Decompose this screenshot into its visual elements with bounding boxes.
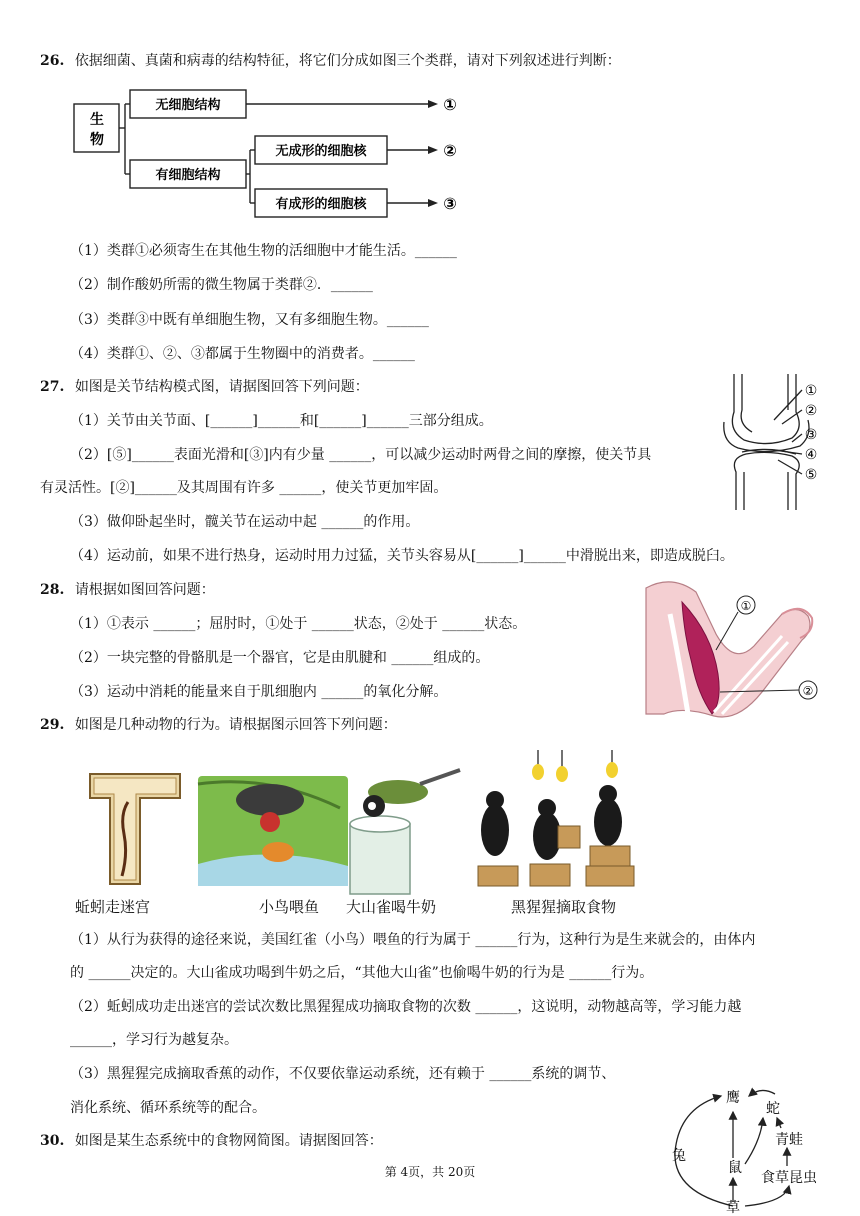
q27-stem-line — [40, 377, 369, 397]
node-insect: 食草昆虫 — [761, 1170, 817, 1186]
classification-diagram — [70, 82, 470, 222]
caption-bird: 小鸟喂鱼 — [259, 898, 320, 916]
joint-label-5: ⑤ — [804, 467, 818, 483]
joint-label-2: ② — [804, 403, 818, 419]
arrow-grass-insect — [745, 1186, 789, 1206]
caption-earthworm: 蚯蚓走迷宫 — [75, 898, 151, 916]
chimpanzee-food-picture — [478, 750, 634, 886]
q27-item-4: （4）运动前，如果不进行热身，运动时用力过猛，关节头容易从[______]______中滑脱出来，即造成脱臼。 — [70, 548, 734, 564]
q28-item-3: （3）运动中消耗的能量来自于肌细胞内 ______的氧化分解。 — [70, 684, 448, 700]
q28-stem-line — [40, 580, 215, 600]
q29-item-1b: 的 ______决定的。大山雀成功喝到牛奶之后，“其他大山雀”也偷喝牛奶的行为是 ______行为。 — [70, 965, 654, 981]
group-3-label: ③ — [443, 194, 457, 213]
q27-number: 27. — [40, 379, 65, 395]
node-rabbit: 兔 — [672, 1148, 686, 1164]
node-grass: 草 — [726, 1200, 740, 1216]
arm-label-2: ② — [802, 684, 814, 698]
great-tit-milk-picture — [350, 770, 460, 894]
q26-item-4: （4）类群①、②、③都属于生物圈中的消费者。______ — [70, 346, 415, 362]
q28-stem: 请根据如图回答问题： — [74, 582, 215, 598]
root-label-1: 生 — [90, 112, 104, 128]
q29-item-2b: ______，学习行为越复杂。 — [70, 1032, 238, 1048]
arrow-mouse-snake — [745, 1118, 763, 1164]
group-2-label: ② — [443, 141, 457, 160]
node-snake: 蛇 — [766, 1101, 780, 1117]
q30-number: 30. — [40, 1133, 65, 1149]
q26-stem-line — [40, 51, 621, 71]
q26-item-2: （2）制作酸奶所需的微生物属于类群②．______ — [70, 277, 373, 293]
q29-number: 29. — [40, 717, 65, 733]
arm-label-1: ① — [740, 599, 752, 613]
q26-stem: 依据细菌、真菌和病毒的结构特征，将它们分成如图三个类群，请对下列叙述进行判断： — [74, 53, 621, 69]
joint-label-1: ① — [804, 383, 818, 399]
animal-behavior-pictures — [80, 744, 650, 896]
arrow-frog-snake — [777, 1118, 781, 1128]
q29-stem: 如图是几种动物的行为。请根据图示回答下列问题： — [74, 717, 397, 733]
earthworm-maze-picture — [90, 774, 180, 884]
caption-great-tit: 大山雀喝牛奶 — [346, 898, 437, 916]
has-cell-label: 有细胞结构 — [155, 168, 221, 183]
q27-item-2: （2）[⑤]______表面光滑和[③]内有少量 ______，可以减少运动时两骨之间的摩擦，使关节具 — [70, 447, 652, 463]
node-frog: 青蛙 — [775, 1132, 803, 1148]
joint-diagram — [712, 372, 824, 512]
has-nucleus-label: 有成形的细胞核 — [275, 197, 367, 212]
q29-item-1: （1）从行为获得的途径来说，美国红雀（小鸟）喂鱼的行为属于 ______行为，这种行为是生来就会的，由体内 — [70, 932, 756, 948]
joint-label-3: ③ — [804, 427, 818, 443]
joint-label-4: ④ — [804, 447, 818, 463]
group-1-label: ① — [443, 95, 457, 114]
q30-stem-line — [40, 1131, 383, 1151]
q28-item-2: （2）一块完整的骨骼肌是一个器官，它是由肌腱和 ______组成的。 — [70, 650, 490, 666]
q26-item-3: （3）类群③中既有单细胞生物，又有多细胞生物。______ — [70, 312, 429, 328]
q26-number: 26. — [40, 53, 65, 69]
q27-item-3: （3）做仰卧起坐时，髋关节在运动中起 ______的作用。 — [70, 514, 420, 530]
q27-item-1: （1）关节由关节面、[______]______和[______]______三部分组成。 — [70, 413, 493, 429]
no-cell-label: 无细胞结构 — [155, 98, 221, 113]
q29-stem-line — [40, 715, 397, 735]
q27-item-2b: 有灵活性。[②]______及其周围有许多 ______，使关节更加牢固。 — [40, 480, 448, 496]
q28-item-1: （1）①表示 ______；屈肘时，①处于 ______状态，②处于 ______状态。 — [70, 616, 527, 632]
q29-item-2: （2）蚯蚓成功走出迷宫的尝试次数比黑猩猩成功摘取食物的次数 ______，这说明，动物越高等，学习能力越 — [70, 999, 742, 1015]
q27-stem: 如图是关节结构模式图，请据图回答下列问题： — [74, 379, 369, 395]
page-footer: 第 4页，共 20页 — [384, 1165, 476, 1179]
no-nucleus-label: 无成形的细胞核 — [275, 144, 367, 159]
root-label-2: 物 — [90, 132, 104, 148]
food-web-diagram — [665, 1082, 825, 1216]
q28-number: 28. — [40, 582, 65, 598]
caption-chimpanzee: 黑猩猩摘取食物 — [511, 898, 617, 916]
q29-item-3: （3）黑猩猩完成摘取香蕉的动作，不仅要依靠运动系统，还有赖于 ______系统的调节、 — [70, 1066, 616, 1082]
q26-item-1: （1）类群①必须寄生在其他生物的活细胞中才能生活。______ — [70, 243, 457, 259]
q29-item-3b: 消化系统、循环系统等的配合。 — [70, 1100, 266, 1116]
arm-muscle-diagram — [642, 574, 822, 724]
arrow-snake-eagle — [749, 1090, 775, 1096]
node-eagle: 鹰 — [726, 1090, 740, 1106]
bird-feeding-fish-picture — [198, 776, 348, 886]
node-mouse: 鼠 — [728, 1160, 742, 1176]
q30-stem: 如图是某生态系统中的食物网简图。请据图回答： — [74, 1133, 383, 1149]
joint-capsule — [724, 420, 809, 452]
